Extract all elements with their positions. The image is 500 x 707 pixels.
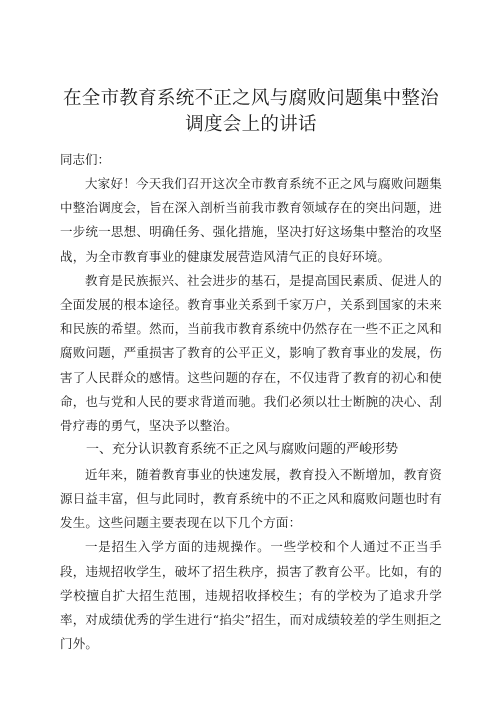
title-line-2: 调度会上的讲话 [185,114,317,135]
opening-paragraph: 大家好！今天我们召开这次全市教育系统不正之风与腐败问题集中整治调度会，旨在深入剖析当前我市教育领域存在的突出问题，进一步统一思想、明确任务、强化措施，坚决打好这场集中整治的攻坚战，为全市教育事业的健康发展营造风清气正的良好环境。 [60,176,442,264]
salutation: 同志们： [60,152,111,167]
admission-issue-paragraph: 一是招生入学方面的违规操作。一些学校和个人通过不正当手段，违规招收学生，破坏了招生秩序，损害了教育公平。比如，有的学校擅自扩大招生范围，违规招收择校生；有的学校为了追求升学率，对成绩优秀的学生进行“掐尖”招生，而对成绩较差的学生则拒之门外。 [60,539,442,652]
document-title [60,86,442,138]
situation-paragraph: 近年来，随着教育事业的快速发展，教育投入不断增加，教育资源日益丰富，但与此同时，教育系统中的不正之风和腐败问题也时有发生。这些问题主要表现在以下几个方面： [60,466,442,531]
section-heading-1: 一、充分认识教育系统不正之风与腐败问题的严峻形势 [86,442,399,458]
education-importance-paragraph: 教育是民族振兴、社会进步的基石，是提高国民素质、促进人的全面发展的根本途径。教育事业关系到千家万户，关系到国家的未来和民族的希望。然而，当前我市教育系统中仍然存在一些不正之风和腐败问题，严重损害了教育的公平正义，影响了教育事业的发展，伤害了人民群众的感情。这些问题的存在，不仅违背了教育的初心和使命，也与党和人民的要求背道而驰。我们必须以壮士断腕的决心、刮骨疗毒的勇气，坚决予以整治。 [60,272,442,434]
title-line-1: 在全市教育系统不正之风与腐败问题集中整治 [62,88,439,109]
